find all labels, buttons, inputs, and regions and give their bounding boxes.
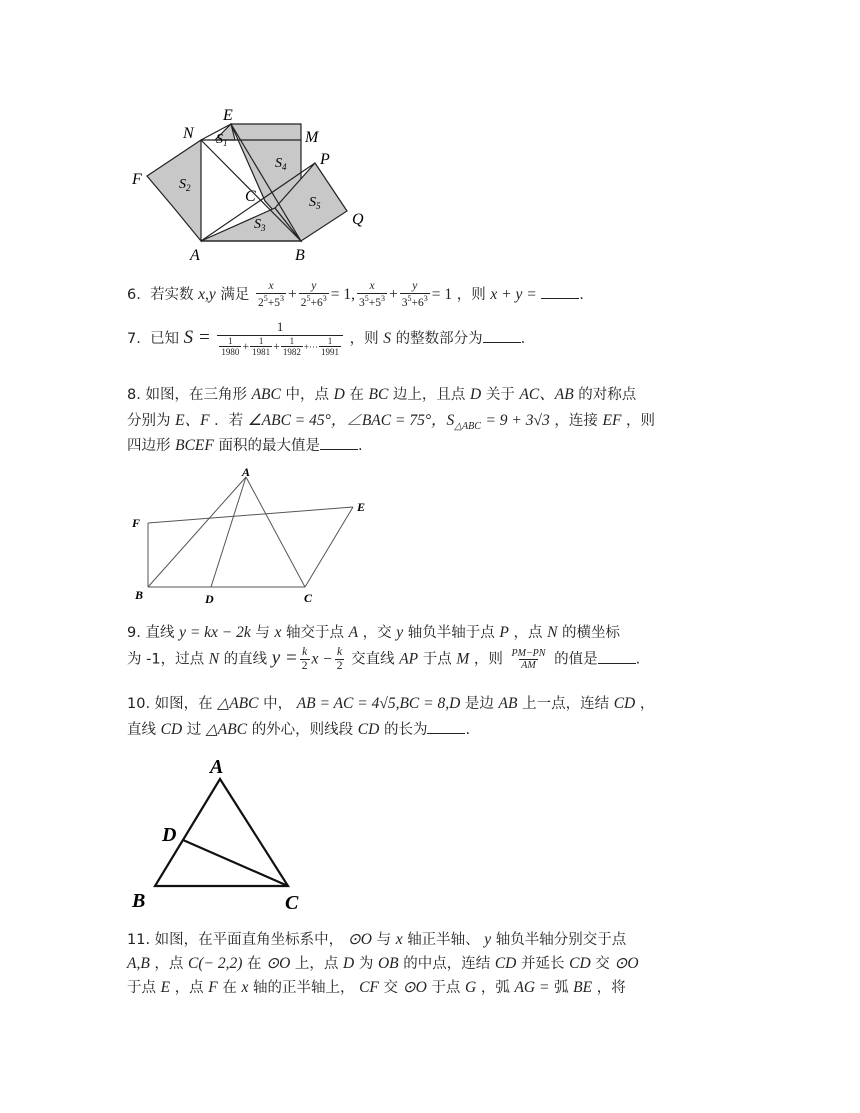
label-A: A <box>190 247 200 264</box>
label-F: F <box>132 516 141 530</box>
question-8-line-1: 8. 如图，在三角形 ABC 中，点 D 在 BC 边上，且点 D 关于 AC、AB 的对称点 <box>127 386 637 403</box>
label-B: B <box>135 588 144 602</box>
label-C: C <box>245 188 256 205</box>
label-P: P <box>320 151 330 168</box>
label-D: D <box>205 592 214 606</box>
label-E: E <box>223 107 233 124</box>
label-S5: $S_5$ <box>309 195 321 211</box>
figure-triangle-abc <box>125 752 325 917</box>
question-10-line-1: 10. 如图，在 △ABC 中， AB = AC = 4√5,BC = 8,D 是边 AB 上一点，连结 CD ， <box>127 695 655 712</box>
question-8-line-3: 四边形 BCEF 面积的最大值是 . <box>127 437 363 454</box>
label-C: C <box>304 591 313 605</box>
fraction: 1 $\frac{1}{1980}$ + $\frac{1}{1981}$ + $\frac{1}{1982}$ +··· $\frac{1}{1991}$ <box>217 320 343 358</box>
label-S2: $S_2$ <box>179 177 191 193</box>
question-9-line-2: 为 -1，过点 N 的直线 y = $\frac{k}{2}$ x − $\frac{k}{2}$ 交直线 AP 于点 M ，则 $\frac{PM-PN}{AM}$ 的值是 . <box>127 646 641 673</box>
label-D: D <box>162 824 177 846</box>
label-S4: $S_4$ <box>275 156 287 172</box>
label-S1: $S_1$ <box>216 132 228 148</box>
label-C: C <box>285 892 299 914</box>
fraction: $\frac{y}{3^5+6^3}$ <box>401 280 428 310</box>
square-s2 <box>147 140 201 241</box>
answer-blank[interactable] <box>541 284 579 299</box>
fraction: $\frac{k}{2}$ <box>336 646 343 673</box>
label-B: B <box>295 247 305 264</box>
label-N: N <box>183 125 194 142</box>
answer-blank[interactable] <box>598 649 636 664</box>
figure-squares <box>125 100 375 265</box>
figure-triangle-reflection <box>125 465 380 610</box>
answer-blank[interactable] <box>483 328 521 343</box>
fraction: $\frac{y}{2^5+6^3}$ <box>300 280 327 310</box>
label-Q: Q <box>352 211 364 228</box>
label-E: E <box>357 500 366 514</box>
fraction: $\frac{PM-PN}{AM}$ <box>511 647 546 672</box>
question-11-line-3: 于点 E ，点 F 在 x 轴的正半轴上， CF 交 ⊙O 于点 G ，弧 AG = 弧 BE ，将 <box>127 979 626 996</box>
label-A: A <box>242 465 251 479</box>
question-7: 7. 已知 S = 1 $\frac{1}{1980}$ + $\frac{1}{1981}$ + $\frac{1}{1982}$ +··· $\frac{1}{1991}$ ，则 S 的整数部分为 . <box>127 319 526 358</box>
label-F: F <box>132 171 142 188</box>
fraction: $\frac{k}{2}$ <box>301 646 308 673</box>
answer-blank[interactable] <box>427 719 465 734</box>
question-8-line-2: 分别为 E、F ．若 ∠ABC = 45°，∠BAC = 75°，$S_{\triangle ABC} = 9 + 3√3$ ，连接 EF ，则 <box>127 412 656 432</box>
answer-blank[interactable] <box>320 435 358 450</box>
question-9-line-1: 9. 直线 y = kx − 2k 与 x 轴交于点 A ，交 y 轴负半轴于点 P ，点 N 的横坐标 <box>127 624 621 641</box>
question-10-line-2: 直线 CD 过 △ABC 的外心，则线段 CD 的长为 . <box>127 721 471 738</box>
question-11-line-2: A,B ，点 C(− 2,2) 在 ⊙O 上，点 D 为 OB 的中点，连结 CD 并延长 CD 交 ⊙O <box>127 955 639 972</box>
question-6: 6. 若实数 x,y 满足 $\frac{x}{2^5+5^3}$ + $\frac{y}{2^5+6^3}$ = 1, $\frac{x}{3^5+5^3}$ + $\frac{y}{3^5+6^3}$ = 1 ，则 x + y = . <box>127 280 584 310</box>
label-S3: $S_3$ <box>254 217 266 233</box>
label-B: B <box>132 890 146 912</box>
fraction: $\frac{x}{2^5+5^3}$ <box>258 280 285 310</box>
question-11-line-1: 11. 如图，在平面直角坐标系中， ⊙O 与 x 轴正半轴、 y 轴负半轴分别交于点 <box>127 931 627 948</box>
label-A: A <box>210 756 224 778</box>
fraction: $\frac{x}{3^5+5^3}$ <box>359 280 386 310</box>
label-M: M <box>305 129 319 146</box>
